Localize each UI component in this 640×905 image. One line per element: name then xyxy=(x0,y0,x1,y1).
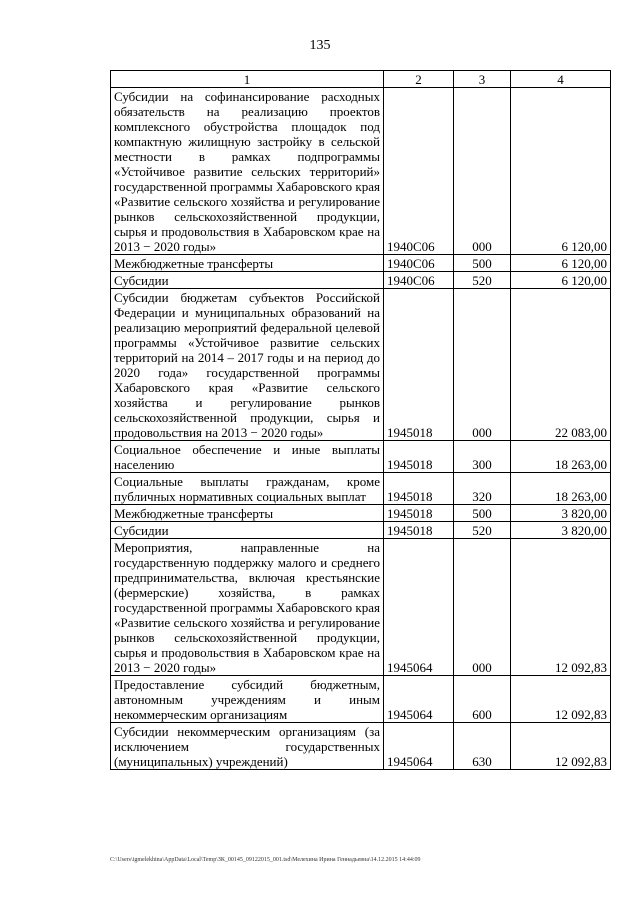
row-code: 1945064 xyxy=(384,676,454,723)
row-amount: 18 263,00 xyxy=(511,441,611,473)
row-description: Субсидии бюджетам субъектов Российской Федерации и муниципальных образований на реализацию мероприятий федеральной целевой программы «Устойчивое развитие сельских территорий на 2014 – 2017 годы и на период до 2020 года» государственной программы Хабаровского края «Развитие сельского хозяйства и регулирование рынков сельскохозяйственной продукции, сырья и продовольствия на 2013 − 2020 годы» xyxy=(111,289,384,441)
table-row xyxy=(111,723,611,770)
column-header: 2 xyxy=(384,71,454,88)
row-expense-type: 520 xyxy=(454,522,511,539)
row-amount: 6 120,00 xyxy=(511,88,611,255)
row-amount: 12 092,83 xyxy=(511,539,611,676)
row-amount: 6 120,00 xyxy=(511,272,611,289)
row-description: Субсидии на софинансирование расходных обязательств на реализацию проектов комплексного обустройства площадок под компактную жилищную застройку в сельской местности в рамках подпрограммы «Устойчивое развитие сельских территорий» государственной программы Хабаровского края «Развитие сельского хозяйства и регулирование рынков сельскохозяйственной продукции, сырья и продовольствия в Хабаровском крае на 2013 − 2020 годы» xyxy=(111,88,384,255)
row-description: Социальное обеспечение и иные выплаты населению xyxy=(111,441,384,473)
row-code: 1945018 xyxy=(384,441,454,473)
table-row xyxy=(111,505,611,522)
table-header-row xyxy=(111,71,611,88)
row-description: Межбюджетные трансферты xyxy=(111,505,384,522)
row-expense-type: 320 xyxy=(454,473,511,505)
row-expense-type: 600 xyxy=(454,676,511,723)
row-expense-type: 000 xyxy=(454,289,511,441)
row-amount: 6 120,00 xyxy=(511,255,611,272)
row-expense-type: 500 xyxy=(454,505,511,522)
row-amount: 12 092,83 xyxy=(511,723,611,770)
table-row xyxy=(111,441,611,473)
row-expense-type: 520 xyxy=(454,272,511,289)
file-path-footer: C:\Users\igmelekhina\AppData\Local\Temp\ЗК_00145_09122015_001.tsd\Мелехина Ирина Геннадьевна\14.12.2015 14:44:09 xyxy=(110,857,421,863)
row-expense-type: 000 xyxy=(454,539,511,676)
row-expense-type: 500 xyxy=(454,255,511,272)
row-code: 1945018 xyxy=(384,473,454,505)
row-description: Субсидии некоммерческим организациям (за исключением государственных (муниципальных) учреждений) xyxy=(111,723,384,770)
row-code: 1945064 xyxy=(384,539,454,676)
row-amount: 12 092,83 xyxy=(511,676,611,723)
row-code: 1940С06 xyxy=(384,272,454,289)
page-number: 135 xyxy=(309,38,331,53)
row-description: Субсидии xyxy=(111,272,384,289)
table-row xyxy=(111,255,611,272)
row-code: 1945018 xyxy=(384,505,454,522)
column-header: 4 xyxy=(511,71,611,88)
table-row xyxy=(111,289,611,441)
row-amount: 3 820,00 xyxy=(511,522,611,539)
table-row xyxy=(111,522,611,539)
table-row xyxy=(111,539,611,676)
table-row xyxy=(111,676,611,723)
row-description: Социальные выплаты гражданам, кроме публичных нормативных социальных выплат xyxy=(111,473,384,505)
budget-table xyxy=(110,70,611,770)
row-amount: 3 820,00 xyxy=(511,505,611,522)
row-expense-type: 630 xyxy=(454,723,511,770)
column-header: 1 xyxy=(111,71,384,88)
row-code: 1945018 xyxy=(384,289,454,441)
table-row xyxy=(111,272,611,289)
row-expense-type: 300 xyxy=(454,441,511,473)
row-expense-type: 000 xyxy=(454,88,511,255)
row-code: 1945018 xyxy=(384,522,454,539)
row-amount: 18 263,00 xyxy=(511,473,611,505)
row-description: Мероприятия, направленные на государственную поддержку малого и среднего предпринимательства, включая крестьянские (фермерские) хозяйства, в рамках государственной программы Хабаровского края «Развитие сельского хозяйства и регулирование рынков сельскохозяйственной продукции, сырья и продовольствия в Хабаровском крае на 2013 − 2020 годы» xyxy=(111,539,384,676)
column-header: 3 xyxy=(454,71,511,88)
table-row xyxy=(111,88,611,255)
row-code: 1945064 xyxy=(384,723,454,770)
row-description: Субсидии xyxy=(111,522,384,539)
row-amount: 22 083,00 xyxy=(511,289,611,441)
table-row xyxy=(111,473,611,505)
row-code: 1940С06 xyxy=(384,255,454,272)
row-description: Предоставление субсидий бюджетным, автономным учреждениям и иным некоммерческим организациям xyxy=(111,676,384,723)
row-code: 1940С06 xyxy=(384,88,454,255)
row-description: Межбюджетные трансферты xyxy=(111,255,384,272)
